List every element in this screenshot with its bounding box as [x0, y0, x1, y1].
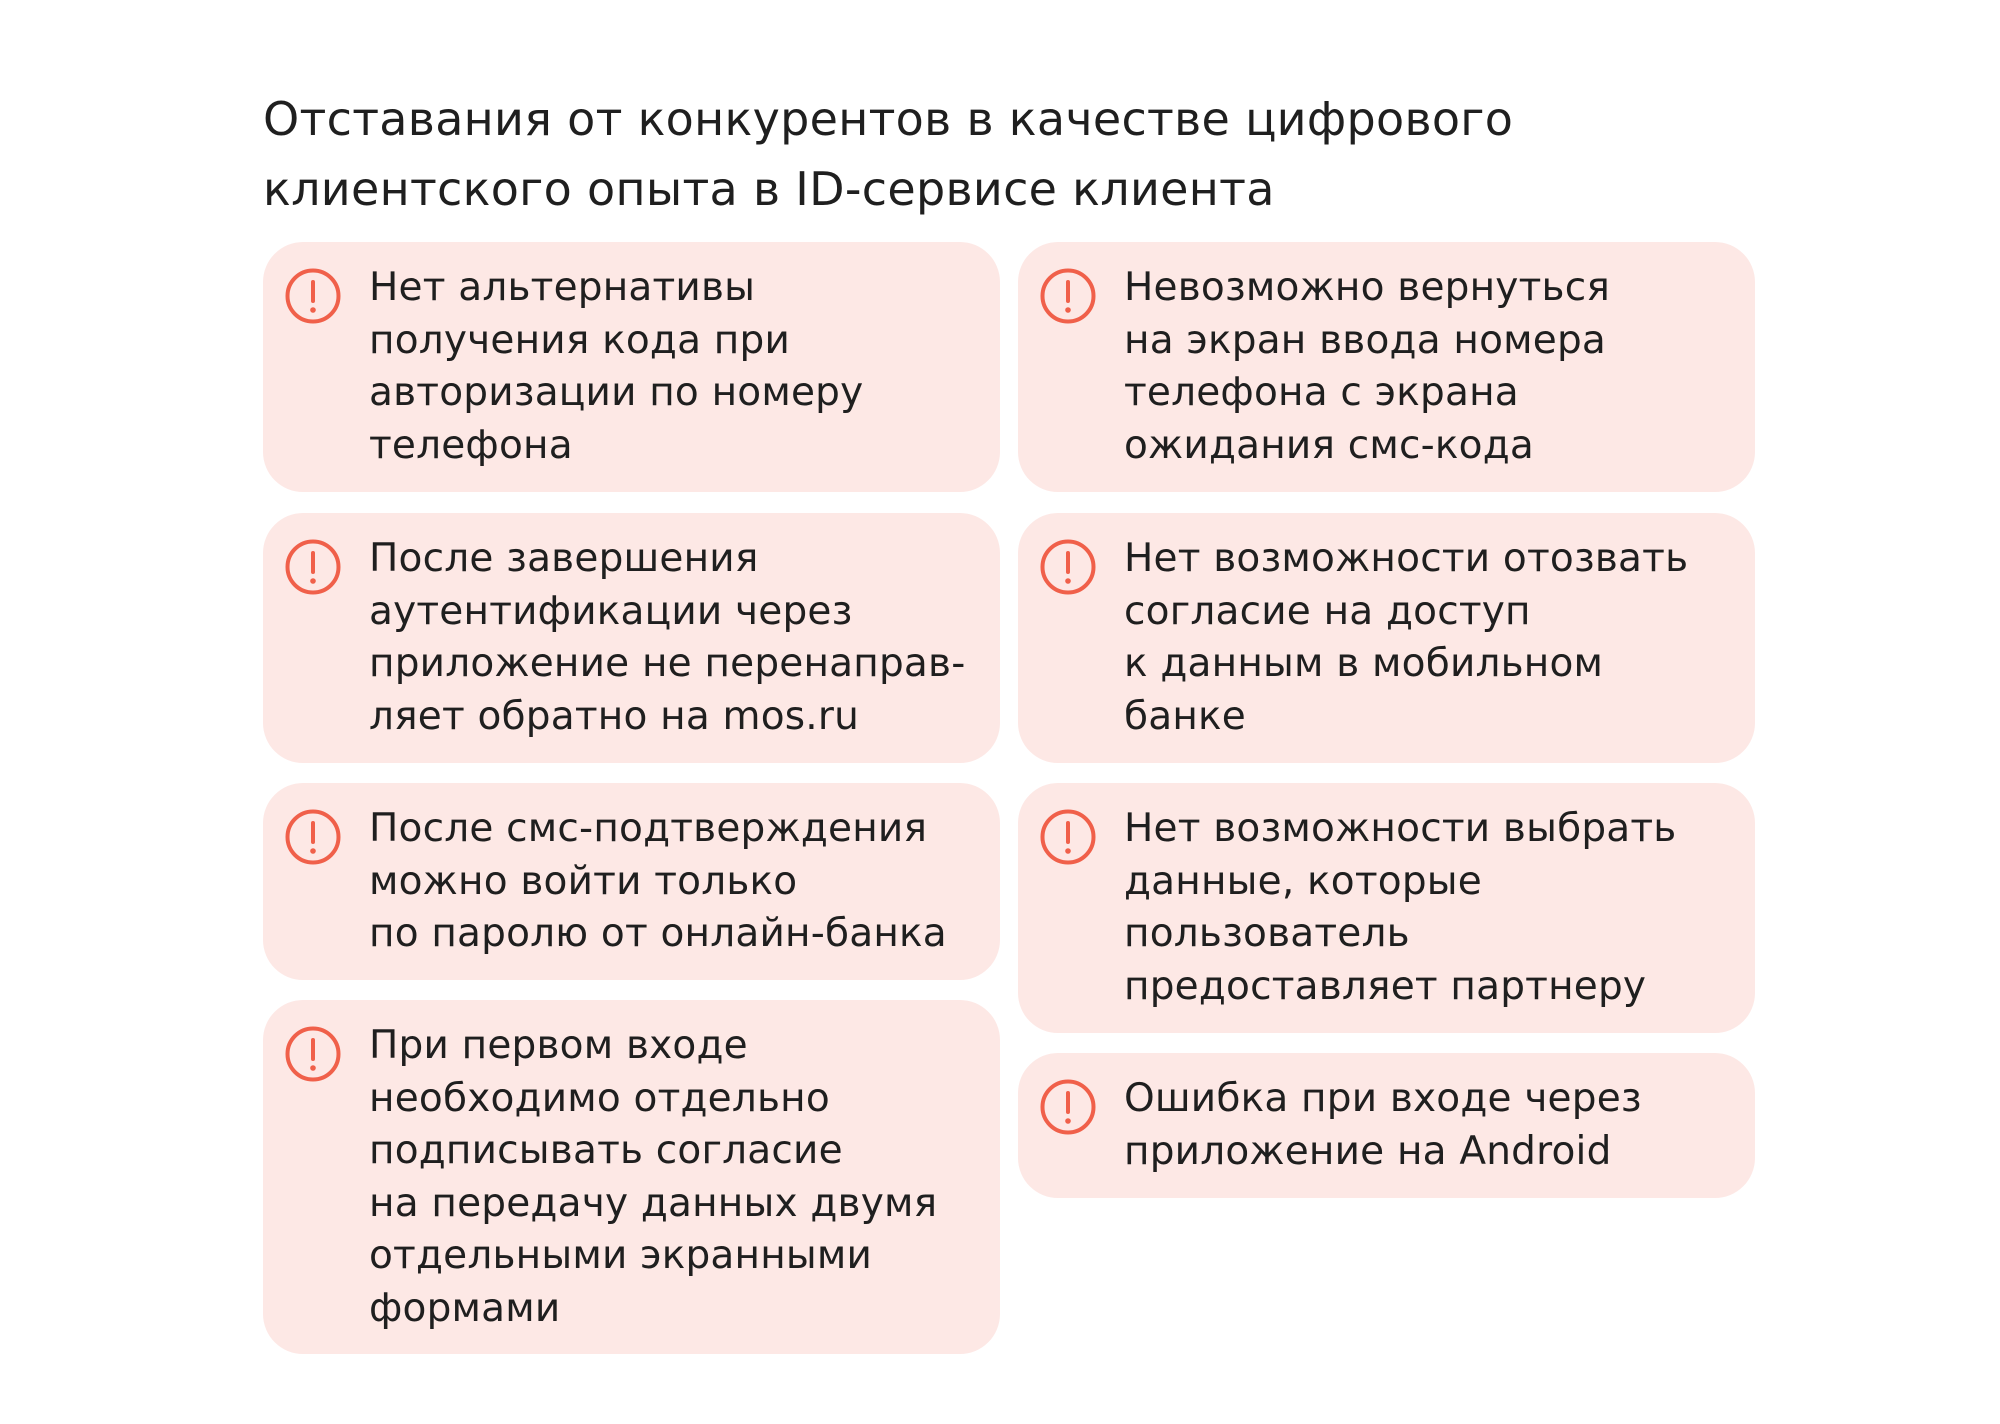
issue-card	[263, 242, 1000, 492]
issue-text	[1124, 1073, 1739, 1178]
exclamation-circle-icon	[285, 539, 341, 595]
issue-text	[369, 533, 984, 743]
issue-text-line: телефона	[369, 422, 573, 468]
exclamation-circle-icon	[1040, 1079, 1096, 1135]
issue-text-line: приложение не перенаправ-	[369, 641, 966, 686]
issue-text-line: Нет возможности выбрать	[1124, 806, 1677, 851]
issue-text-line: по паролю от онлайн-банка	[369, 911, 947, 956]
issue-text-line: предоставляет партнеру	[1124, 963, 1647, 1009]
title-line: клиентского опыта в ID-сервисе клиента	[263, 162, 1275, 216]
issue-text-line: После смс-подтверждения	[369, 806, 928, 851]
issue-text-line: к данным в мобильном	[1124, 641, 1604, 686]
exclamation-circle-icon	[285, 809, 341, 865]
issue-text-line: аутентификации через	[369, 588, 853, 634]
issue-text	[369, 1020, 984, 1335]
issue-text-line: согласие на доступ	[1124, 588, 1531, 634]
issue-text	[369, 262, 984, 472]
issue-text-line: ляет обратно на mos.ru	[369, 693, 860, 739]
issue-text-line: телефона с экрана	[1124, 370, 1519, 415]
issue-text	[1124, 803, 1739, 1013]
issue-text-line: авторизации по номеру	[369, 370, 864, 415]
exclamation-circle-icon	[1040, 268, 1096, 324]
issue-text-line: на передачу данных двумя	[369, 1180, 938, 1226]
issue-card	[263, 513, 1000, 763]
issue-text-line: ожидания смс-кода	[1124, 422, 1534, 468]
issue-card	[1018, 783, 1755, 1033]
title-line: Отставания от конкурентов в качестве цифрового	[263, 92, 1514, 146]
issue-card	[263, 783, 1000, 980]
issue-text-line: получения кода при	[369, 317, 790, 363]
exclamation-circle-icon	[1040, 539, 1096, 595]
issue-text-line: Нет альтернативы	[369, 265, 756, 310]
issue-text-line: подписывать согласие	[369, 1128, 843, 1173]
exclamation-circle-icon	[285, 268, 341, 324]
issue-text-line: банке	[1124, 693, 1246, 739]
issue-card	[1018, 513, 1755, 763]
issue-text-line: приложение на Android	[1124, 1128, 1612, 1174]
issue-text	[369, 803, 984, 961]
issue-text-line: на экран ввода номера	[1124, 317, 1607, 363]
issue-text-line: При первом входе	[369, 1023, 748, 1068]
issue-text-line: Нет возможности отозвать	[1124, 536, 1689, 581]
issue-text	[1124, 262, 1739, 472]
issue-text-line: формами	[369, 1285, 561, 1331]
issue-card	[1018, 1053, 1755, 1198]
issue-card	[263, 1000, 1000, 1354]
issue-text-line: Невозможно вернуться	[1124, 265, 1610, 310]
issue-card	[1018, 242, 1755, 492]
issue-text-line: данные, которые	[1124, 858, 1482, 904]
issue-text-line: необходимо отдельно	[369, 1075, 830, 1121]
exclamation-circle-icon	[1040, 809, 1096, 865]
issue-text-line: пользователь	[1124, 911, 1410, 956]
issue-text-line: Ошибка при входе через	[1124, 1076, 1642, 1121]
page-title	[263, 84, 1763, 224]
issue-text	[1124, 533, 1739, 743]
issue-text-line: можно войти только	[369, 858, 798, 904]
issue-text-line: отдельными экранными	[369, 1233, 873, 1278]
exclamation-circle-icon	[285, 1026, 341, 1082]
issue-text-line: После завершения	[369, 536, 759, 581]
